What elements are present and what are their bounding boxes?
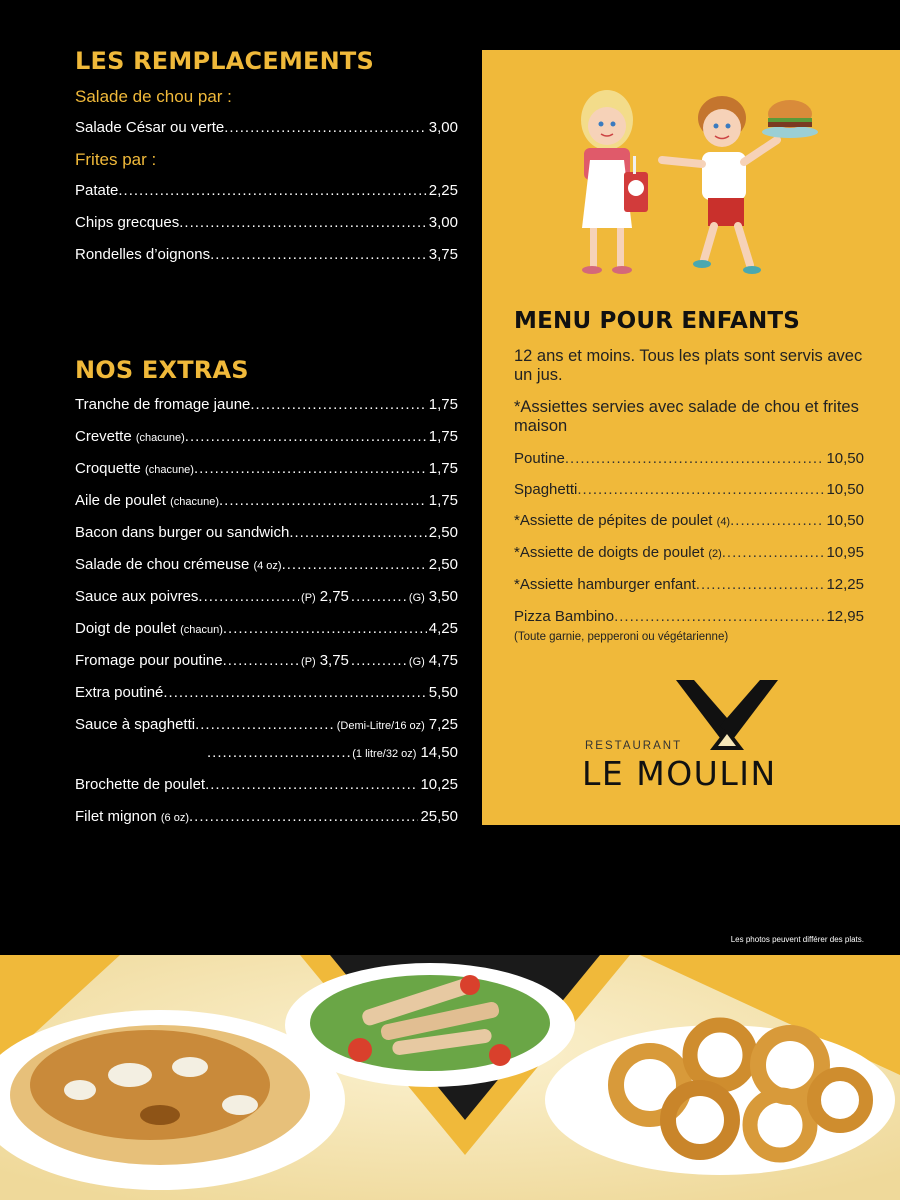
item-price: 1,75: [428, 428, 458, 445]
leader-dots: [210, 246, 427, 263]
restaurant-logo: [582, 676, 812, 796]
leader-dots: [730, 512, 824, 529]
leader-dots: [198, 588, 299, 605]
item-label: Poutine: [514, 450, 565, 467]
kids-note: *Assiettes servies avec salade de chou et frites maison: [514, 398, 859, 435]
leader-dots: [289, 524, 426, 541]
menu-row: [75, 652, 458, 672]
item-qualifier: (chacune): [170, 496, 219, 508]
logo-name: LE MOULIN: [582, 754, 777, 793]
menu-row: [75, 808, 458, 828]
kids-description: 12 ans et moins. Tous les plats sont servis avec un jus.: [514, 347, 863, 384]
leader-dots: [351, 652, 407, 669]
item-qualifier: (6 oz): [160, 812, 189, 824]
item-label: *Assiette de doigts de poulet: [514, 544, 705, 561]
remplacements-title: LES REMPLACEMENTS: [75, 47, 374, 75]
leader-dots: [194, 460, 427, 477]
item-qualifier: (2): [708, 548, 722, 560]
item-price: 12,25: [826, 576, 864, 593]
item-price: 3,75: [319, 652, 349, 669]
leader-dots: [223, 620, 427, 637]
item-price: 2,50: [428, 556, 458, 573]
item-label: *Assiette hamburger enfant: [514, 576, 696, 593]
item-label: Rondelles d’oignons: [75, 246, 211, 263]
item-qualifier: (4 oz): [253, 560, 282, 572]
item-price: 4,75: [428, 652, 458, 669]
item-label: Aile de poulet: [75, 492, 166, 509]
menu-row: [514, 544, 864, 564]
leader-dots: [207, 744, 350, 761]
kids-illustration-icon: [552, 80, 832, 280]
menu-row: [514, 576, 864, 596]
item-label: Fromage pour poutine: [75, 652, 223, 669]
menu-row: [75, 716, 458, 736]
leader-dots: [223, 652, 299, 669]
item-label: Pizza Bambino: [514, 608, 615, 625]
menu-row: [75, 492, 458, 512]
menu-row: [75, 214, 458, 234]
leader-dots: [722, 544, 825, 561]
pizza-note: (Toute garnie, pepperoni ou végétarienne): [514, 631, 729, 643]
menu-row: [514, 481, 864, 501]
size-label: (1 litre/32 oz): [352, 748, 417, 760]
item-qualifier: (chacun): [180, 624, 223, 636]
item-label: *Assiette de pépites de poulet: [514, 512, 713, 529]
leader-dots: [224, 119, 427, 136]
item-label: Sauce aux poivres: [75, 588, 199, 605]
item-label: Sauce à spaghetti: [75, 716, 196, 733]
leader-dots: [565, 450, 825, 467]
item-price: 10,50: [826, 450, 864, 467]
menu-row: [75, 744, 458, 764]
item-price: 1,75: [428, 492, 458, 509]
kids-menu-panel: [482, 50, 900, 825]
item-price: 1,75: [428, 396, 458, 413]
extras-title: NOS EXTRAS: [75, 356, 249, 384]
remplacements-subtitle-frites: Frites par :: [75, 150, 157, 169]
menu-row: [75, 246, 458, 266]
item-price: 10,50: [826, 481, 864, 498]
size-label: (P): [301, 656, 316, 668]
size-label: (G): [408, 656, 425, 668]
item-price: 2,25: [428, 182, 458, 199]
item-price: 10,95: [826, 544, 864, 561]
windmill-logo-icon: [672, 676, 782, 754]
leader-dots: [163, 684, 426, 701]
item-label: Spaghetti: [514, 481, 578, 498]
leader-dots: [696, 576, 825, 593]
menu-row: [514, 608, 864, 628]
menu-row: [75, 776, 458, 796]
menu-row: [75, 460, 458, 480]
item-label: Extra poutiné: [75, 684, 164, 701]
item-label: Salade César ou verte: [75, 119, 225, 136]
leader-dots: [205, 776, 418, 793]
size-label: (G): [408, 592, 425, 604]
menu-row: [75, 119, 458, 139]
item-price: 1,75: [428, 460, 458, 477]
food-photos: [0, 955, 900, 1200]
item-label: Chips grecques: [75, 214, 180, 231]
menu-row: [75, 396, 458, 416]
size-label: (Demi-Litre/16 oz): [336, 720, 425, 732]
item-price: 2,75: [319, 588, 349, 605]
leader-dots: [195, 716, 335, 733]
item-price: 2,50: [428, 524, 458, 541]
item-price: 7,25: [428, 716, 458, 733]
menu-row: [75, 684, 458, 704]
food-photo-strip: [0, 955, 900, 1200]
item-qualifier: (4): [716, 516, 731, 528]
leader-dots: [179, 214, 427, 231]
menu-row: [514, 450, 864, 470]
leader-dots: [351, 588, 407, 605]
menu-row: [75, 556, 458, 576]
item-price: 4,25: [428, 620, 458, 637]
leader-dots: [185, 428, 427, 445]
item-label: Doigt de poulet: [75, 620, 176, 637]
item-price: 25,50: [420, 808, 458, 825]
item-price: 3,00: [428, 214, 458, 231]
photo-disclaimer: Les photos peuvent différer des plats.: [730, 935, 864, 944]
item-label: Crevette: [75, 428, 132, 445]
leader-dots: [250, 396, 426, 413]
leader-dots: [577, 481, 824, 498]
menu-row: [75, 524, 458, 544]
leader-dots: [614, 608, 824, 625]
item-label: Tranche de fromage jaune: [75, 396, 251, 413]
item-price: 12,95: [826, 608, 864, 625]
leader-dots: [189, 808, 418, 825]
remplacements-subtitle-salade: Salade de chou par :: [75, 87, 232, 106]
logo-restaurant-label: RESTAURANT: [585, 740, 683, 752]
leader-dots: [219, 492, 427, 509]
menu-row: [75, 588, 458, 608]
item-price: 5,50: [428, 684, 458, 701]
leader-dots: [118, 182, 426, 199]
item-price: 10,25: [420, 776, 458, 793]
item-label: Filet mignon: [75, 808, 157, 825]
item-price: 3,00: [428, 119, 458, 136]
item-price: 3,75: [428, 246, 458, 263]
menu-row: [75, 182, 458, 202]
menu-row: [75, 620, 458, 640]
item-qualifier: (chacune): [145, 464, 194, 476]
item-label: Patate: [75, 182, 119, 199]
item-label: Bacon dans burger ou sandwich: [75, 524, 290, 541]
size-label: (P): [301, 592, 316, 604]
item-label: Croquette: [75, 460, 141, 477]
menu-row: [514, 512, 864, 532]
salad-photo: [285, 963, 575, 1087]
item-label: Salade de chou crémeuse: [75, 556, 250, 573]
item-price: 10,50: [826, 512, 864, 529]
menu-row: [75, 428, 458, 448]
item-label: Brochette de poulet: [75, 776, 206, 793]
leader-dots: [282, 556, 427, 573]
onion-rings-photo: [545, 1025, 895, 1175]
item-price: 3,50: [428, 588, 458, 605]
kids-title: MENU POUR ENFANTS: [514, 308, 801, 334]
item-price: 14,50: [420, 744, 458, 761]
item-qualifier: (chacune): [135, 432, 185, 444]
